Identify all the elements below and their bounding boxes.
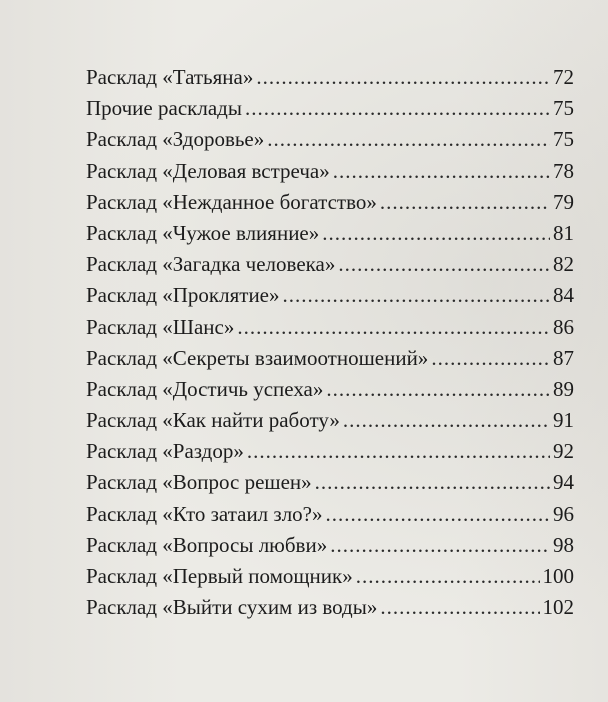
toc-entry-title: Расклад «Раздор» (86, 439, 244, 464)
toc-entry (86, 280, 574, 311)
toc-entry-page: 87 (553, 345, 574, 370)
toc-entry-title: Расклад «Нежданное богатство» (86, 189, 377, 214)
toc-entry-title: Расклад «Татьяна» (86, 65, 254, 89)
toc-entry (86, 249, 574, 280)
toc-entry (86, 62, 574, 93)
toc-entry-page: 81 (553, 220, 574, 245)
dot-leader (343, 405, 550, 436)
toc-entry (86, 467, 574, 498)
table-of-contents (86, 62, 574, 623)
toc-entry-page: 75 (553, 96, 574, 121)
toc-entry-page: 92 (553, 439, 574, 464)
dot-leader (431, 343, 550, 374)
dot-leader (380, 187, 550, 218)
toc-entry (86, 405, 574, 436)
toc-entry (86, 436, 574, 467)
toc-entry-title: Расклад «Достичь успеха» (86, 376, 324, 401)
toc-entry (86, 156, 574, 187)
toc-entry (86, 499, 574, 530)
toc-entry-title: Прочие расклады (86, 96, 242, 121)
dot-leader (380, 592, 539, 623)
toc-entry-page: 100 (542, 564, 574, 588)
toc-entry-title: Расклад «Первый помощник» (86, 564, 353, 588)
dot-leader (283, 280, 550, 311)
toc-entry (86, 343, 574, 374)
toc-entry-title: Расклад «Секреты взаимоотношений» (86, 345, 429, 370)
toc-entry-page: 98 (553, 532, 574, 557)
toc-entry (86, 374, 574, 405)
dot-leader (338, 249, 550, 280)
dot-leader (322, 218, 550, 249)
toc-entry (86, 218, 574, 249)
dot-leader (333, 156, 550, 187)
dot-leader (356, 561, 540, 592)
toc-entry-page: 72 (553, 65, 574, 89)
dot-leader (247, 436, 550, 467)
toc-entry-title: Расклад «Чужое влияние» (86, 220, 320, 245)
toc-entry-page: 89 (553, 376, 574, 401)
toc-entry (86, 124, 574, 155)
toc-entry-title: Расклад «Здоровье» (86, 127, 265, 152)
toc-entry-page: 75 (553, 127, 574, 152)
toc-entry-title: Расклад «Шанс» (86, 314, 235, 339)
dot-leader (326, 499, 550, 530)
toc-entry-page: 94 (553, 470, 574, 495)
toc-entry-title: Расклад «Деловая встреча» (86, 158, 330, 183)
dot-leader (267, 124, 550, 155)
toc-entry-page: 78 (553, 158, 574, 183)
dot-leader (245, 93, 550, 124)
dot-leader (315, 467, 550, 498)
toc-entry-page: 86 (553, 314, 574, 339)
dot-leader (330, 530, 550, 561)
toc-entry-page: 84 (553, 283, 574, 308)
toc-entry-page: 96 (553, 501, 574, 526)
dot-leader (256, 62, 550, 93)
toc-entry-title: Расклад «Выйти сухим из воды» (86, 595, 378, 620)
toc-entry-title: Расклад «Как найти работу» (86, 408, 340, 433)
toc-entry-title: Расклад «Загадка человека» (86, 252, 336, 277)
toc-entry (86, 312, 574, 343)
dot-leader (237, 312, 550, 343)
toc-entry-title: Расклад «Вопросы любви» (86, 532, 328, 557)
toc-entry-title: Расклад «Вопрос решен» (86, 470, 312, 495)
toc-entry-page: 91 (553, 408, 574, 433)
toc-entry-page: 82 (553, 252, 574, 277)
toc-entry (86, 530, 574, 561)
toc-entry (86, 187, 574, 218)
toc-entry-title: Расклад «Проклятие» (86, 283, 280, 308)
toc-entry-title: Расклад «Кто затаил зло?» (86, 501, 323, 526)
toc-entry (86, 592, 574, 623)
toc-entry (86, 561, 574, 592)
toc-entry-page: 102 (542, 595, 574, 620)
toc-entry (86, 93, 574, 124)
toc-entry-page: 79 (553, 189, 574, 214)
dot-leader (326, 374, 550, 405)
